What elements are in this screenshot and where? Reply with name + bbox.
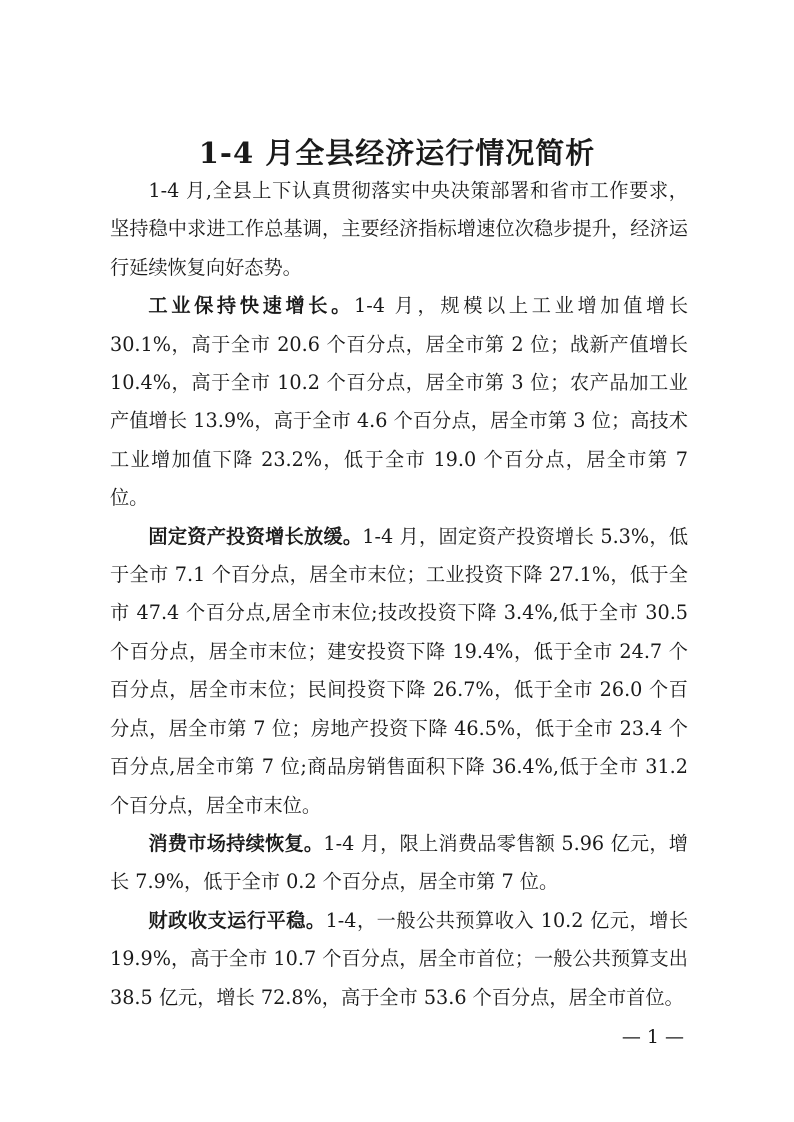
paragraph-text: 1-4 月，限上消费品零售额 5.96 亿元，增长 7.9%，低于全市 0.2 个百分点，居全市第 7 位。 — [110, 831, 688, 894]
investment-paragraph — [110, 518, 688, 825]
document-body — [110, 172, 688, 1017]
document-title: 1-4 月全县经济运行情况简析 — [198, 136, 596, 171]
paragraph-heading: 固定资产投资增长放缓。 — [148, 524, 363, 548]
paragraph-heading: 工业保持快速增长。 — [148, 294, 355, 318]
consumption-paragraph — [110, 825, 688, 902]
paragraph-heading: 财政收支运行平稳。 — [148, 908, 326, 932]
intro-paragraph — [110, 172, 688, 287]
paragraph-text: 1-4 月，规模以上工业增加值增长 30.1%，高于全市 20.6 个百分点，居全市第 2 位；战新产值增长 10.4%，高于全市 10.2 个百分点，居全市第 3 位；农产品加工业产值增长 13.9%，高于全市 4.6 个百分点，居全市第 3 位；高技术工业增加值下降 23.2%，低于全市 19.0 个百分点，居全市第 7 位。 — [110, 294, 689, 510]
industry-paragraph — [110, 287, 688, 517]
page-number: — 1 — — [621, 1026, 684, 1048]
paragraph-heading: 消费市场持续恢复。 — [148, 831, 324, 855]
paragraph-text: 1-4，一般公共预算收入 10.2 亿元，增长 19.9%，高于全市 10.7 个百分点，居全市首位；一般公共预算支出 38.5 亿元，增长 72.8%，高于全市 53.6 个百分点，居全市首位。 — [110, 908, 689, 1009]
paragraph-text: 1-4 月,全县上下认真贯彻落实中央决策部署和省市工作要求，坚持稳中求进工作总基调，主要经济指标增速位次稳步提升，经济运行延续恢复向好态势。 — [110, 179, 688, 279]
finance-paragraph — [110, 902, 688, 1017]
paragraph-text: 1-4 月，固定资产投资增长 5.3%，低于全市 7.1 个百分点，居全市末位；工业投资下降 27.1%，低于全市 47.4 个百分点,居全市末位;技改投资下降 3.4%,低于全市 30.5 个百分点，居全市末位；建安投资下降 19.4%，低于全市 24.7 个百分点，居全市末位；民间投资下降 26.7%，低于全市 26.0 个百分点，居全市第 7 位；房地产投资下降 46.5%，低于全市 23.4 个百分点,居全市第 7 位;商品房销售面积下降 36.4%,低于全市 31.2 个百分点，居全市末位。 — [110, 524, 689, 817]
